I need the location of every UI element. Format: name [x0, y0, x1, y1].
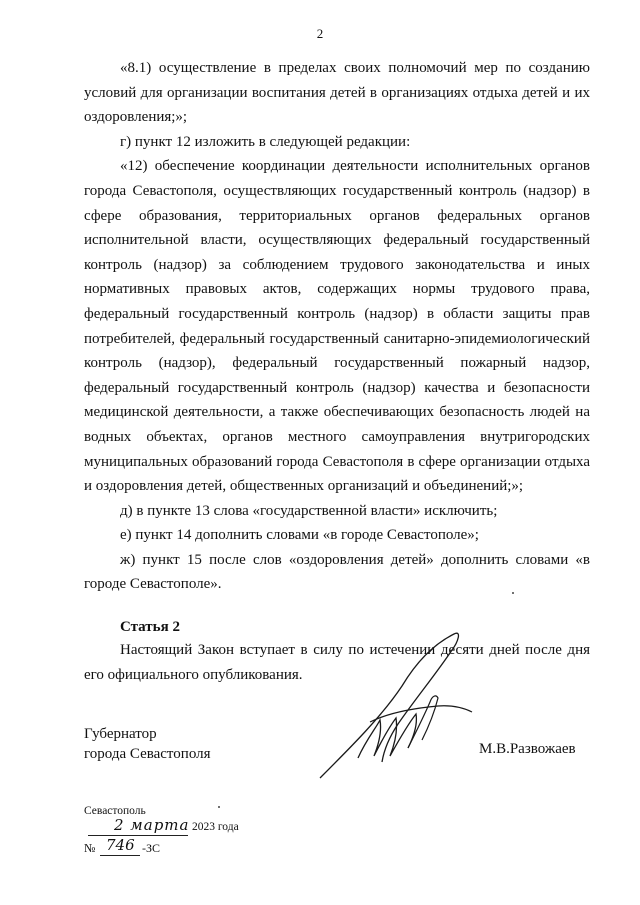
paragraph-e: е) пункт 14 дополнить словами «в городе Севастополе»; — [120, 527, 479, 544]
date-year: 2023 года — [192, 821, 239, 833]
paragraph-zh: ж) пункт 15 после слов «оздоровления детей» дополнить словами «в городе Севастополе». — [84, 551, 590, 593]
amendments-text — [84, 56, 590, 597]
speck-mark — [512, 592, 514, 594]
page-number: 2 — [316, 26, 324, 41]
law-number — [84, 836, 284, 860]
governor-title-line1: Губернатор — [84, 726, 157, 742]
date-handwritten: 2 марта — [114, 816, 190, 834]
handwritten-signature — [312, 628, 512, 788]
paragraph-12: «12) обеспечение координации деятельности исполнительных органов города Севастополя, осуществляющих государственный контроль (надзор) в сфере образования, территориальных органов федеральных органов исполнительной власти, осуществляющих федеральный государственный контроль (надзор) за соблюдением трудового законодательства и иных нормативных правовых актов, содержащих нормы трудового права, федеральный государственный контроль (надзор) в области защиты прав потребителей, федеральный государственный санитарно-эпидемиологический контроль (надзор), федеральный государственный пожарный надзор, федеральный государственный контроль (надзор) качества и безопасности медицинской деятельности, а также обеспечивающих безопасность людей на водных объектах, органов местного самоуправления внутригородских муниципальных образований города Севастополя в сфере организации отдыха и оздоровления детей, общественных организаций и объединений;»; — [84, 158, 590, 495]
number-suffix: -ЗС — [142, 841, 161, 855]
paragraph-g: г) пункт 12 изложить в следующей редакции: — [120, 133, 411, 150]
governor-title-line2: города Севастополя — [84, 746, 211, 762]
date-underline — [88, 835, 188, 836]
governor-name: М.В.Развожаев — [479, 741, 576, 757]
number-underline — [100, 855, 140, 856]
governor-title — [84, 724, 211, 764]
paragraph-d: д) в пункте 13 слова «государственной власти» исключить; — [120, 502, 498, 519]
article-heading: Статья 2 — [120, 619, 180, 635]
paragraph-8-1: «8.1) осуществление в пределах своих полномочий мер по созданию условий для организации воспитания детей в организациях отдыха детей и их оздоровления;»; — [84, 60, 590, 126]
speck-mark — [218, 806, 220, 808]
place-of-signing: Севастополь — [84, 805, 146, 817]
article-paragraph: Настоящий Закон вступает в силу по истечении десяти дней после дня его официального опубликования. — [84, 642, 590, 683]
number-handwritten: 746 — [106, 836, 135, 854]
number-sign: № — [84, 841, 96, 855]
